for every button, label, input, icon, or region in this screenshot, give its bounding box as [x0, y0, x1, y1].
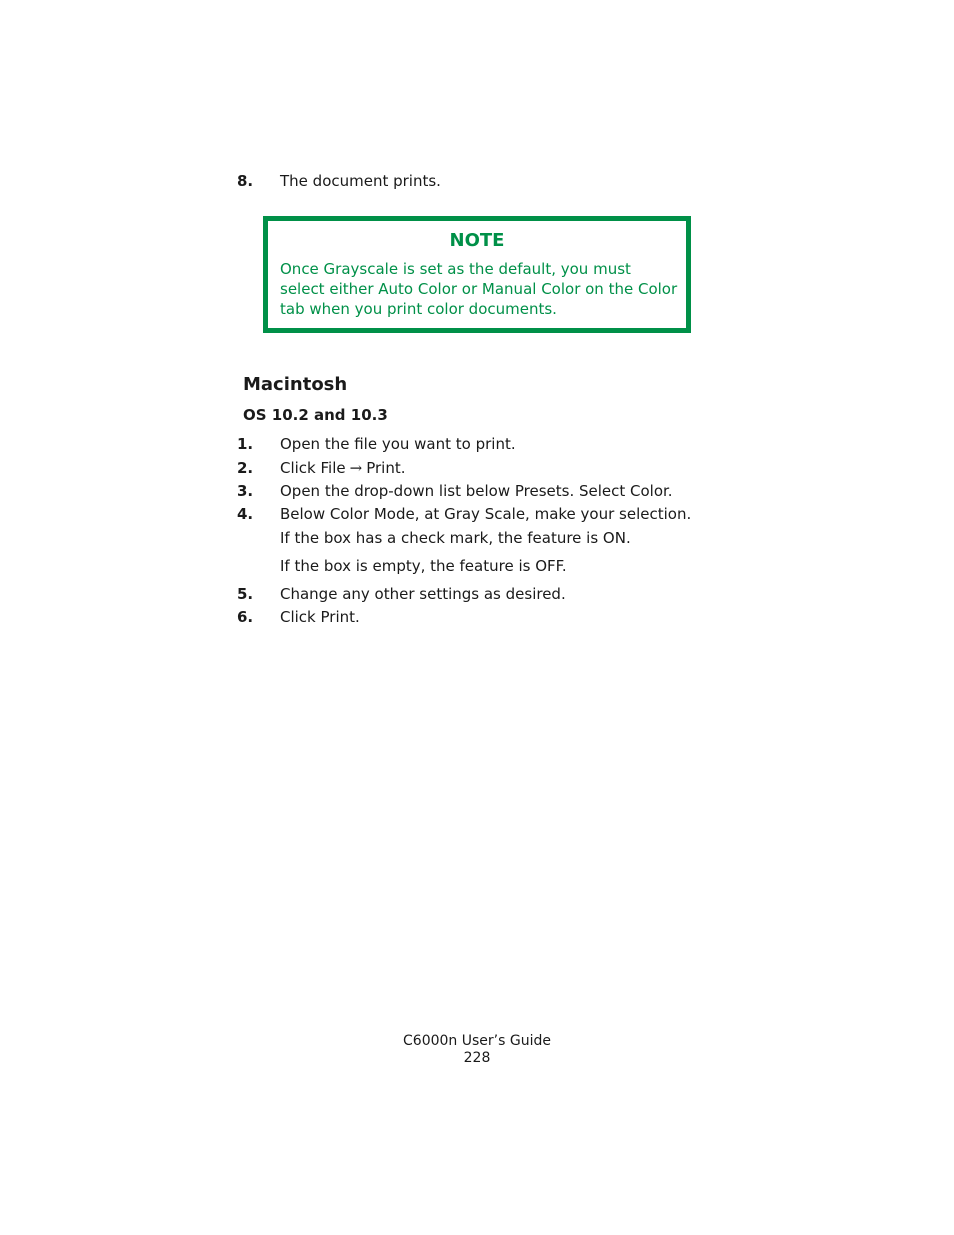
footer-guide-title: C6000n User’s Guide — [403, 1033, 551, 1049]
note-body: Once Grayscale is set as the default, you must select either Auto Color or Manual Color on the Color tab when you print color documents. — [280, 260, 678, 318]
step-text-part: Click File — [280, 459, 346, 477]
subsection-title: OS 10.2 and 10.3 — [243, 406, 388, 424]
note-box — [263, 216, 691, 333]
step-subnote: If the box has a check mark, the feature is ON. — [280, 529, 631, 547]
step-number: 2. — [237, 459, 254, 477]
step-text: Below Color Mode, at Gray Scale, make your selection. — [280, 505, 692, 523]
arrow-icon: → — [349, 459, 363, 477]
step-number: 1. — [237, 435, 254, 453]
step-text-part: Print. — [366, 459, 406, 477]
step-number: 6. — [237, 608, 254, 626]
step-text: Open the drop-down list below Presets. Select Color. — [280, 482, 673, 500]
step-number: 4. — [237, 505, 254, 523]
step-text: Open the file you want to print. — [280, 435, 516, 453]
step-number: 3. — [237, 482, 254, 500]
step-text: Change any other settings as desired. — [280, 585, 566, 603]
step-number: 8. — [237, 172, 254, 190]
step-subnote: If the box is empty, the feature is OFF. — [280, 557, 567, 575]
step-text: The document prints. — [280, 172, 441, 190]
step-number: 5. — [237, 585, 254, 603]
section-title: Macintosh — [243, 374, 348, 395]
step-text: Click Print. — [280, 608, 360, 626]
note-title: NOTE — [449, 230, 505, 251]
footer-page-number: 228 — [463, 1050, 491, 1066]
step-text — [280, 459, 405, 477]
